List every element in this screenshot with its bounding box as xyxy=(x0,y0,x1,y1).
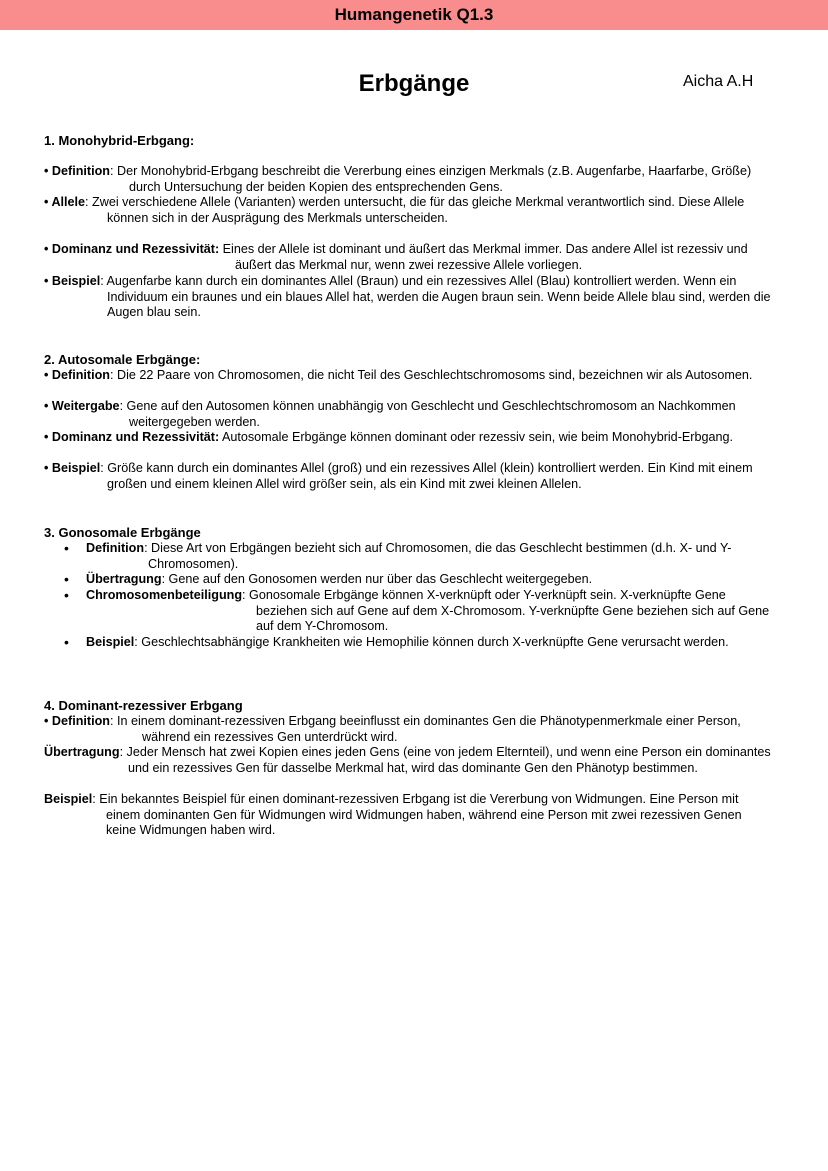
list-item xyxy=(44,242,774,273)
item-text: : Gonosomale Erbgänge können X-verknüpft oder Y-verknüpft sein. X-verknüpfte Gene beziehen sich auf Gene auf dem X-Chromosom. Y-verknüpfte Gene beziehen sich auf Gene auf dem Y-Chromosom. xyxy=(242,588,770,633)
list-item xyxy=(86,572,766,588)
list-item xyxy=(44,714,774,745)
section-heading: 1. Monohybrid-Erbgang: xyxy=(44,133,195,148)
item-text: : Zwei verschiedene Allele (Varianten) werden untersucht, die für das gleiche Merkmal verantwortlich sind. Diese Allele können sich in der Ausprägung des Merkmals unterscheiden. xyxy=(85,195,745,225)
item-text: : Diese Art von Erbgängen bezieht sich auf Chromosomen, die das Geschlecht bestimmen (d.h. X- und Y-Chromosomen). xyxy=(144,541,732,571)
section-heading: 4. Dominant-rezessiver Erbgang xyxy=(44,698,243,713)
item-text: : Geschlechtsabhängige Krankheiten wie Hemophilie können durch X-verknüpfte Gene verursacht werden. xyxy=(134,635,729,649)
item-text: : Augenfarbe kann durch ein dominantes Allel (Braun) und ein rezessives Allel (Blau) kontrolliert werden. Wenn ein Individuum ein braunes und ein blaues Allel hat, werden die Augen braun sein. Wenn beide Allele blau sind, werden die Augen blau sein. xyxy=(100,274,771,319)
section-heading: 2. Autosomale Erbgänge: xyxy=(44,352,201,367)
item-term: • Weitergabe xyxy=(44,399,120,413)
item-term: Beispiel xyxy=(44,792,93,806)
list-item xyxy=(44,461,784,492)
item-term: • Allele xyxy=(44,195,86,209)
item-text: : Jeder Mensch hat zwei Kopien eines jeden Gens (eine von jedem Elternteil), und wenn eine Person ein dominantes und ein rezessives Gen für dasselbe Merkmal hat, wird das dominante Gen den Phänotyp bestimmen. xyxy=(119,745,771,775)
item-term: • Dominanz und Rezessivität: xyxy=(44,242,220,256)
bullet-icon: • xyxy=(64,587,69,603)
bullet-icon: • xyxy=(64,571,69,587)
item-term: • Definition xyxy=(44,164,110,178)
item-term: Chromosomenbeteiligung xyxy=(86,588,243,602)
item-text: : In einem dominant-rezessiven Erbgang beeinflusst ein dominantes Gen die Phänotypenmerkmale einer Person, während ein rezessives Gen unterdrückt wird. xyxy=(109,714,741,744)
list-item xyxy=(44,274,774,321)
item-term: • Beispiel xyxy=(44,274,101,288)
item-text: : Der Monohybrid-Erbgang beschreibt die Vererbung eines einzigen Merkmals (z.B. Augenfarbe, Haarfarbe, Größe) durch Untersuchung der beiden Kopien des entsprechenden Gens. xyxy=(109,164,752,194)
bullet-icon: • xyxy=(64,540,69,556)
item-text: Autosomale Erbgänge können dominant oder rezessiv sein, wie beim Monohybrid-Erbgang. xyxy=(219,430,733,444)
item-text: : Gene auf den Autosomen können unabhängig von Geschlecht und Geschlechtschromosom an Nachkommen weitergegeben werden. xyxy=(119,399,736,429)
item-text: : Größe kann durch ein dominantes Allel (groß) und ein rezessives Allel (klein) kontrolliert werden. Ein Kind mit einem großen und einem kleinen Allel wird größer sein, als ein Kind mit zwei kleinen Allelen. xyxy=(100,461,753,491)
item-term: Übertragung xyxy=(86,572,162,586)
page-title: Erbgänge xyxy=(358,70,470,97)
item-text: : Gene auf den Gonosomen werden nur über das Geschlecht weitergegeben. xyxy=(161,572,593,586)
item-term: • Beispiel xyxy=(44,461,101,475)
item-term: • Definition xyxy=(44,368,110,382)
list-item xyxy=(86,588,776,635)
list-item xyxy=(86,541,766,572)
list-item xyxy=(86,635,766,651)
bullet-icon: • xyxy=(64,634,69,650)
author-name: Aicha A.H xyxy=(683,73,754,90)
item-term: Beispiel xyxy=(86,635,135,649)
list-item xyxy=(44,368,774,384)
header-banner: Humangenetik Q1.3 xyxy=(0,0,828,30)
list-item xyxy=(44,164,774,195)
item-text: : Die 22 Paare von Chromosomen, die nicht Teil des Geschlechtschromosoms sind, bezeichnen wir als Autosomen. xyxy=(109,368,753,382)
list-item xyxy=(44,792,774,839)
list-item xyxy=(44,195,784,226)
list-item xyxy=(44,745,774,776)
item-term: Definition xyxy=(86,541,145,555)
section-heading: 3. Gonosomale Erbgänge xyxy=(44,525,201,540)
item-text: Eines der Allele ist dominant und äußert das Merkmal immer. Das andere Allel ist rezessiv und äußert das Merkmal nur, wenn zwei rezessive Allele vorliegen. xyxy=(219,242,748,272)
item-term: • Dominanz und Rezessivität: xyxy=(44,430,220,444)
list-item xyxy=(44,399,744,430)
item-text: : Ein bekanntes Beispiel für einen dominant-rezessiven Erbgang ist die Vererbung von Widmungen. Eine Person mit einem dominanten Gen für Widmungen wird Widmungen haben, während eine Person mit zwei rezessiven Genen keine Widmungen haben wird. xyxy=(92,792,742,837)
list-item xyxy=(44,430,774,446)
item-term: Übertragung xyxy=(44,745,120,759)
item-term: • Definition xyxy=(44,714,110,728)
